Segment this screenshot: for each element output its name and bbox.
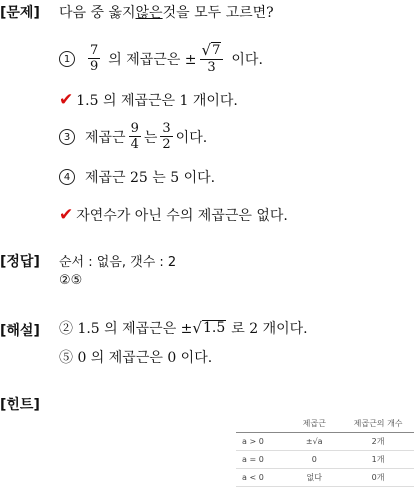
hint-table: [236, 415, 414, 487]
answer-line-2: ②⑤: [59, 273, 83, 288]
choice-2-text: 1.5 의 제곱근은 1 개이다.: [76, 93, 238, 109]
answer-label: [정답]: [0, 254, 40, 270]
choice-3-fraction-1: $\frac{9}{4}$: [130, 121, 139, 152]
explanation-line-2: ⑤ 0 의 제곱근은 0 이다.: [59, 350, 213, 366]
choice-1-mid: 의 제곱근은 ±: [108, 51, 197, 68]
choice-2: [59, 90, 238, 110]
choice-1: [59, 42, 263, 75]
sqrt-expression: √ 1.5: [192, 319, 226, 337]
question-after: 것을 모두 고르면?: [162, 5, 274, 21]
choice-4-marker: 4: [59, 169, 75, 185]
problem-label: [문제]: [0, 5, 40, 21]
question-text: [59, 2, 274, 22]
table-row: a = 0 0 1개: [236, 451, 414, 469]
hint-label: [힌트]: [0, 397, 40, 413]
choice-3: [59, 121, 207, 152]
explanation-line-1: ② 1.5 의 제곱근은 ± √ 1.5 로 2 개이다.: [59, 319, 308, 337]
choice-4-text: 제곱근 25 는 5 이다.: [85, 170, 216, 186]
choice-3-pre: 제곱근: [85, 129, 126, 146]
table-row: a > 0 ±√a 2개: [236, 433, 414, 451]
hint-header: 제곱근의 개수: [342, 415, 414, 433]
choice-5-text: 자연수가 아닌 수의 제곱근은 없다.: [76, 208, 288, 224]
question-underlined: 않은: [135, 5, 163, 21]
answer-line-1: 순서 : 없음, 갯수 : 2: [59, 255, 177, 270]
choice-1-root-fraction: √ 7 3: [200, 42, 224, 75]
check-mark-icon: ✔: [59, 90, 74, 110]
choice-3-mid: 는: [143, 129, 158, 146]
choice-1-fraction: $\frac{7}{9}$: [90, 43, 99, 74]
choice-1-end: 이다.: [231, 51, 263, 68]
hint-header: [236, 415, 286, 433]
choice-3-end: 이다.: [175, 129, 208, 146]
choice-4: [59, 167, 215, 187]
question-before: 다음 중 옳지: [59, 5, 136, 21]
check-mark-icon: ✔: [59, 205, 74, 225]
table-row: a < 0 없다 0개: [236, 469, 414, 487]
choice-3-fraction-2: $\frac{3}{2}$: [162, 121, 171, 152]
explanation-label: [해설]: [0, 323, 40, 339]
hint-header: 제곱근: [286, 415, 342, 433]
choice-1-marker: 1: [59, 51, 75, 67]
choice-3-marker: 3: [59, 129, 75, 145]
choice-5: [59, 205, 288, 225]
